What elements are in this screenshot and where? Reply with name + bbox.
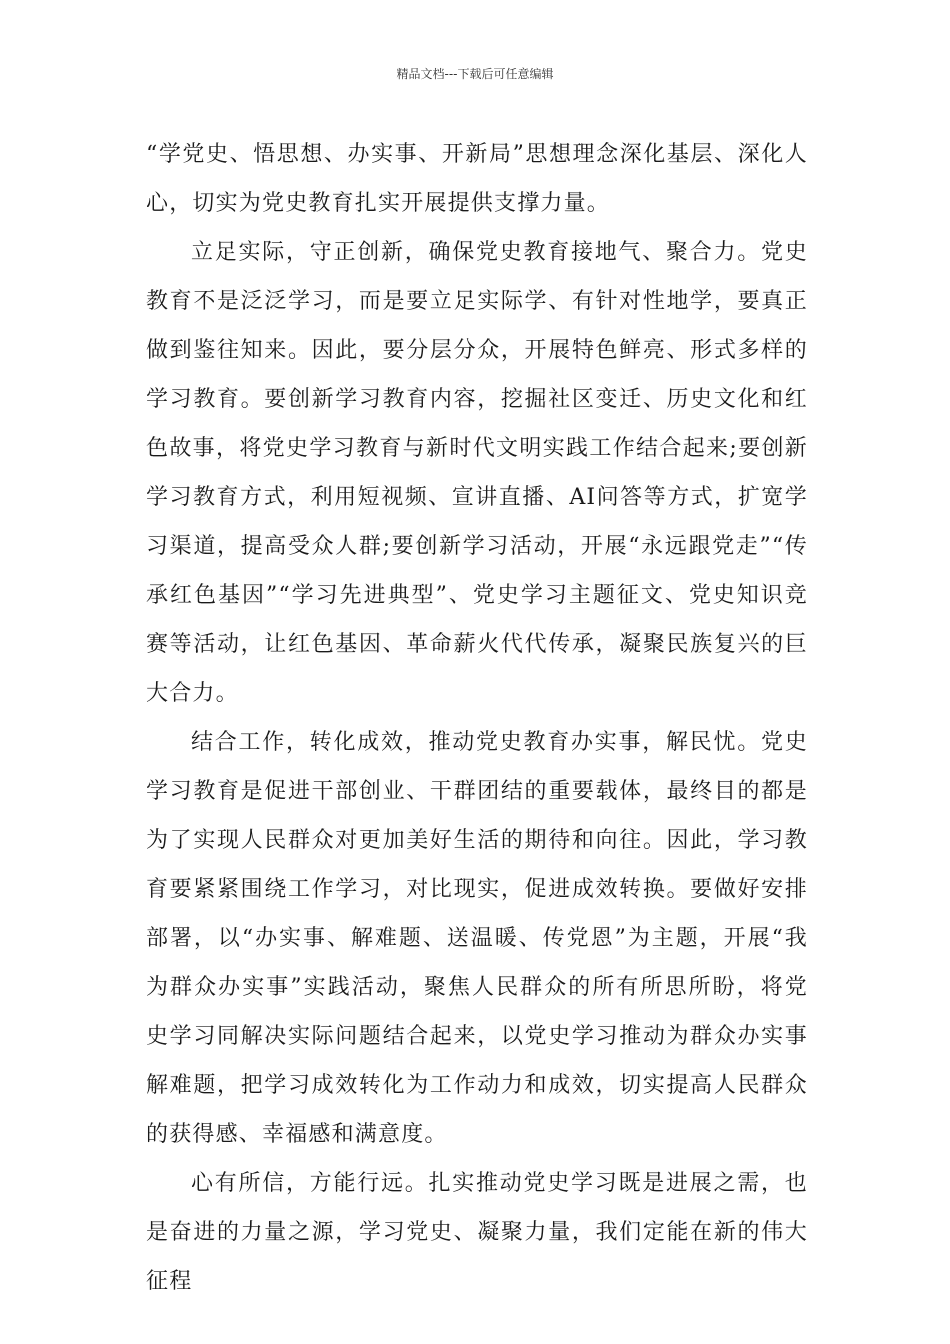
paragraph-work: 结合工作，转化成效，推动党史教育办实事，解民忧。党史学习教育是促进干部创业、干群团结的重要载体，最终目的都是为了实现人民群众对更加美好生活的期待和向往。因此，学习教育要紧紧围绕工作学习，对比现实，促进成效转换。要做好安排部署，以“办实事、解难题、送温暖、传党恩”为主题，开展“我为群众办实事”实践活动，聚焦人民群众的所有所思所盼，将党史学习同解决实际问题结合起来，以党史学习推动为群众办实事解难题，把学习成效转化为工作动力和成效，切实提高人民群众的获得感、幸福感和满意度。: [146, 730, 808, 1147]
paragraph-practice: 立足实际，守正创新，确保党史教育接地气、聚合力。党史教育不是泛泛学习，而是要立足实际学、有针对性地学，要真正做到鉴往知来。因此，要分层分众，开展特色鲜亮、形式多样的学习教育。要创新学习教育内容，挖掘社区变迁、历史文化和红色故事，将党史学习教育与新时代文明实践工作结合起来;要创新学习教育方式，利用短视频、宣讲直播、AI问答等方式，扩宽学习渠道，提高受众人群;要创新学习活动，开展“永远跟党走”“传承红色基因”“学习先进典型”、党史学习主题征文、党史知识竞赛等活动，让红色基因、革命薪火代代传承，凝聚民族复兴的巨大合力。: [146, 240, 808, 706]
paragraph-conclusion: 心有所信，方能行远。扎实推动党史学习既是进展之需，也是奋进的力量之源，学习党史、凝聚力量，我们定能在新的伟大征程: [146, 1171, 808, 1294]
document-body: [146, 130, 808, 1306]
paragraph-continuation: “学党史、悟思想、办实事、开新局”思想理念深化基层、深化人心，切实为党史教育扎实开展提供支撑力量。: [146, 142, 808, 216]
page-header: 精品文档---下载后可任意编辑: [396, 67, 554, 81]
